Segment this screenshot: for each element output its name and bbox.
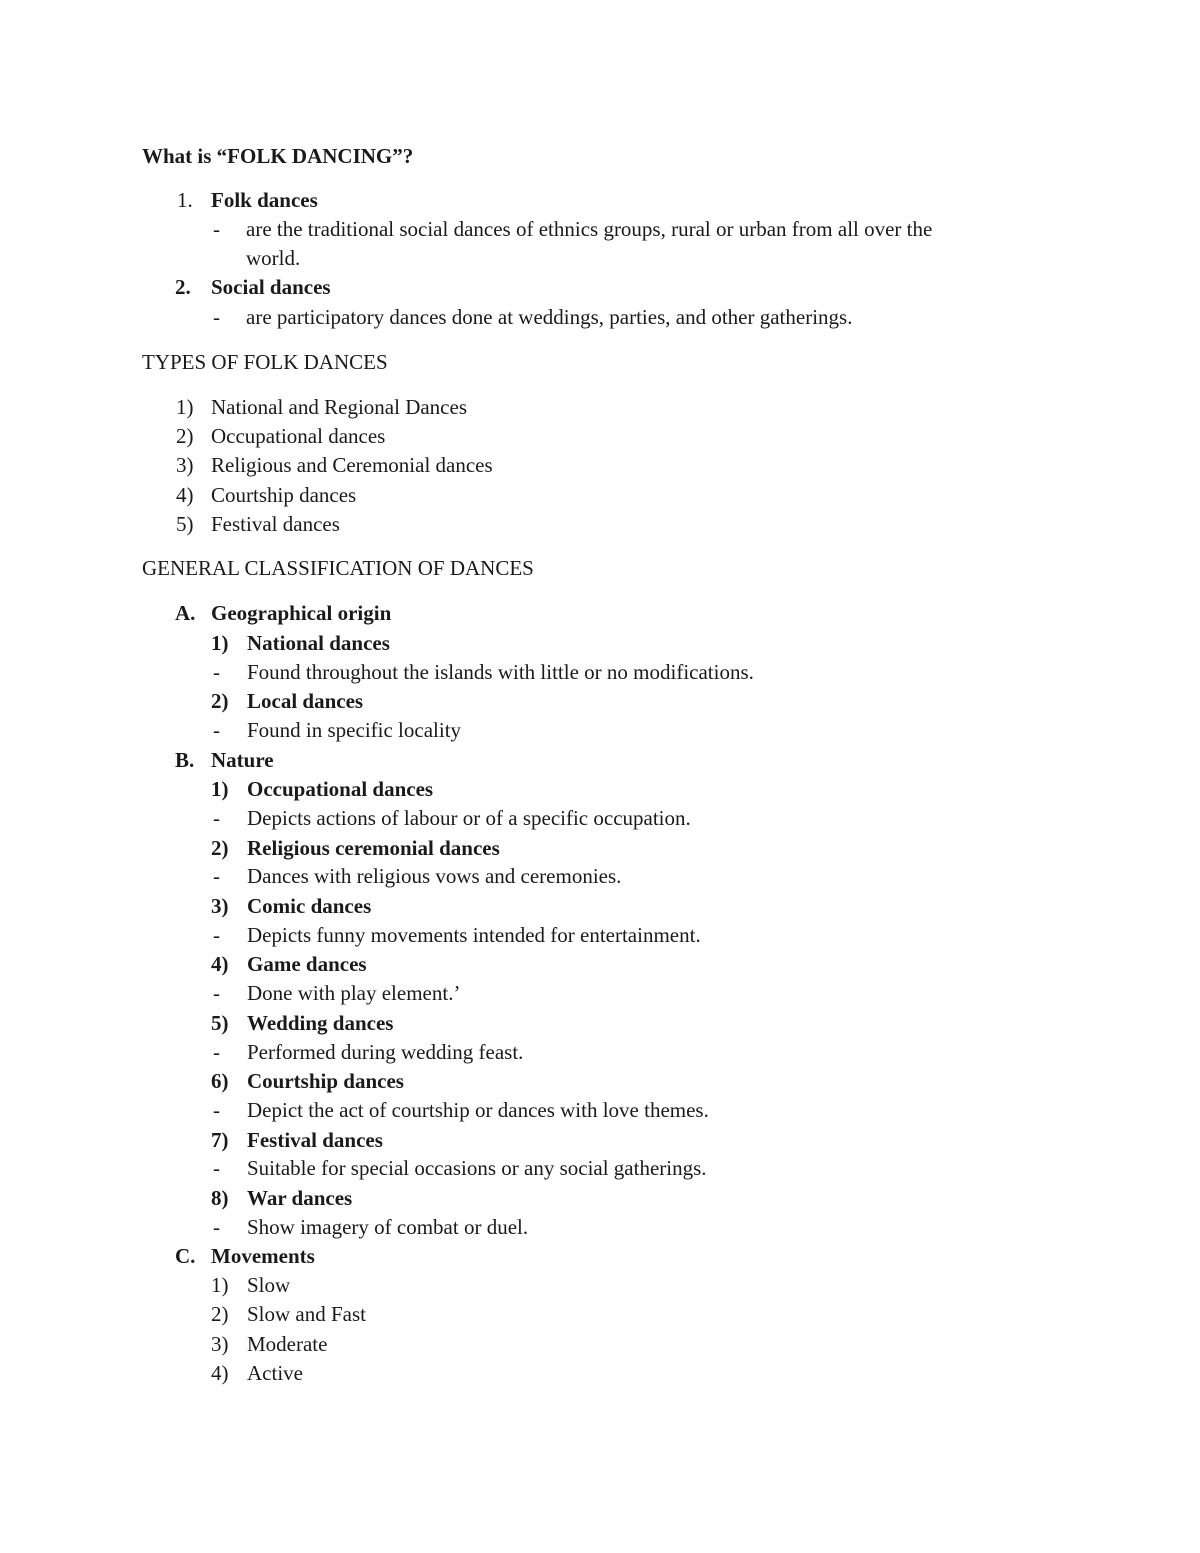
- list-item: Active: [247, 1361, 303, 1385]
- list-item: Slow and Fast: [247, 1302, 367, 1326]
- subitem-description: Depicts actions of labour or of a specific occupation.: [247, 806, 691, 830]
- subitem-dash: -: [213, 1156, 220, 1180]
- subitem-label: Wedding dances: [247, 1011, 394, 1035]
- definition-text: are the traditional social dances of ethnics groups, rural or urban from all over the: [246, 217, 933, 241]
- page-title: What is “FOLK DANCING”?: [142, 144, 414, 168]
- subitem-label: Comic dances: [247, 894, 372, 918]
- list-item-number: 1): [211, 1273, 229, 1297]
- subitem-dash: -: [213, 1040, 220, 1064]
- list-item-number: 3): [211, 1332, 229, 1356]
- subitem-description: Dances with religious vows and ceremonies.: [247, 864, 622, 888]
- subitem-dash: -: [213, 923, 220, 947]
- classification-heading: GENERAL CLASSIFICATION OF DANCES: [142, 556, 534, 580]
- subitem-description: Show imagery of combat or duel.: [247, 1215, 529, 1239]
- subitem-label: War dances: [247, 1186, 353, 1210]
- section-label-nature: Nature: [211, 748, 274, 772]
- subitem-label: Game dances: [247, 952, 367, 976]
- section-letter: A.: [175, 601, 196, 625]
- definition-text-continued: world.: [246, 246, 301, 270]
- definition-term-social-dances: Social dances: [211, 275, 331, 299]
- subitem-label: Religious ceremonial dances: [247, 836, 500, 860]
- subitem-dash: -: [213, 718, 220, 742]
- subitem-number: 8): [211, 1186, 229, 1210]
- subitem-description: Depicts funny movements intended for entertainment.: [247, 923, 701, 947]
- subitem-number: 2): [211, 689, 229, 713]
- subitem-number: 4): [211, 952, 229, 976]
- list-item: Courtship dances: [211, 483, 357, 507]
- subitem-label: Occupational dances: [247, 777, 434, 801]
- subitem-dash: -: [213, 806, 220, 830]
- list-item: Moderate: [247, 1332, 328, 1356]
- subitem-description: Done with play element.’: [247, 981, 461, 1005]
- definition-term-folk-dances: Folk dances: [211, 188, 318, 212]
- subitem-number: 5): [211, 1011, 229, 1035]
- subitem-dash: -: [213, 660, 220, 684]
- subitem-number: 2): [211, 836, 229, 860]
- subitem-number: 1): [211, 777, 229, 801]
- list-item: Slow: [247, 1273, 291, 1297]
- section-letter: C.: [175, 1244, 196, 1268]
- subitem-number: 3): [211, 894, 229, 918]
- definition-dash: -: [213, 305, 220, 329]
- subitem-description: Depict the act of courtship or dances with love themes.: [247, 1098, 709, 1122]
- definition-number: 1.: [177, 188, 193, 212]
- subitem-dash: -: [213, 981, 220, 1005]
- subitem-dash: -: [213, 864, 220, 888]
- subitem-label: National dances: [247, 631, 390, 655]
- subitem-dash: -: [213, 1098, 220, 1122]
- subitem-label: Festival dances: [247, 1128, 383, 1152]
- section-label-geographical-origin: Geographical origin: [211, 601, 392, 625]
- list-item: National and Regional Dances: [211, 395, 467, 419]
- section-letter: B.: [175, 748, 195, 772]
- subitem-description: Performed during wedding feast.: [247, 1040, 524, 1064]
- subitem-number: 6): [211, 1069, 229, 1093]
- list-item-number: 5): [176, 512, 194, 536]
- list-item-number: 2): [176, 424, 194, 448]
- definition-number: 2.: [175, 275, 191, 299]
- subitem-description: Found throughout the islands with little or no modifications.: [247, 660, 754, 684]
- subitem-number: 1): [211, 631, 229, 655]
- definition-text: are participatory dances done at weddings, parties, and other gatherings.: [246, 305, 853, 329]
- list-item-number: 4): [211, 1361, 229, 1385]
- list-item-number: 3): [176, 453, 194, 477]
- subitem-dash: -: [213, 1215, 220, 1239]
- subitem-label: Local dances: [247, 689, 364, 713]
- subitem-description: Found in specific locality: [247, 718, 462, 742]
- list-item: Occupational dances: [211, 424, 386, 448]
- section-label-movements: Movements: [211, 1244, 315, 1268]
- definition-dash: -: [213, 217, 220, 241]
- list-item-number: 1): [176, 395, 194, 419]
- types-heading: TYPES OF FOLK DANCES: [142, 350, 388, 374]
- subitem-description: Suitable for special occasions or any social gatherings.: [247, 1156, 707, 1180]
- subitem-number: 7): [211, 1128, 229, 1152]
- list-item: Festival dances: [211, 512, 340, 536]
- list-item-number: 2): [211, 1302, 229, 1326]
- list-item: Religious and Ceremonial dances: [211, 453, 493, 477]
- subitem-label: Courtship dances: [247, 1069, 404, 1093]
- list-item-number: 4): [176, 483, 194, 507]
